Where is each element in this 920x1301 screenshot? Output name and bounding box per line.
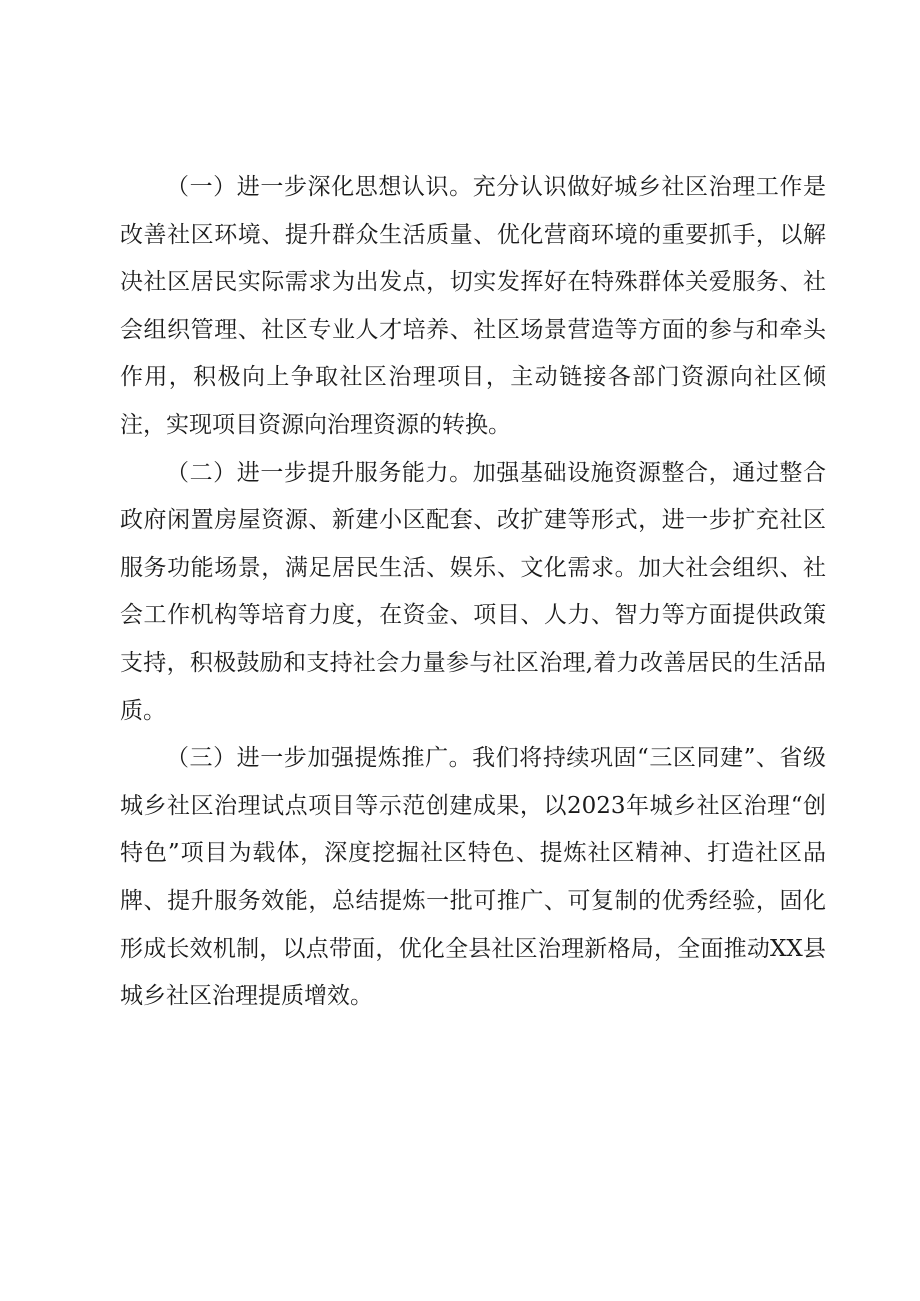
paragraph-promote-experience: （三）进一步加强提炼推广。我们将持续巩固“三区同建”、省级城乡社区治理试点项目等示范创建成果，以2023年城乡社区治理“创特色”项目为载体，深度挖掘社区特色、提炼社区精神、打造社区品牌、提升服务效能，总结提炼一批可推广、可复制的优秀经验，固化形成长效机制，以点带面，优化全县社区治理新格局，全面推动XX县城乡社区治理提质增效。 <box>120 745 826 1010</box>
paragraph-improve-service: （二）进一步提升服务能力。加强基础设施资源整合，通过整合政府闲置房屋资源、新建小区配套、改扩建等形式，进一步扩充社区服务功能场景，满足居民生活、娱乐、文化需求。加大社会组织、社会工作机构等培育力度，在资金、项目、人力、智力等方面提供政策支持，积极鼓励和支持社会力量参与社区治理,着力改善居民的生活品质。 <box>120 459 826 724</box>
paragraph-deepen-understanding: （一）进一步深化思想认识。充分认识做好城乡社区治理工作是改善社区环境、提升群众生活质量、优化营商环境的重要抓手，以解决社区居民实际需求为出发点，切实发挥好在特殊群体关爱服务、社会组织管理、社区专业人才培养、社区场景营造等方面的参与和牵头作用，积极向上争取社区治理项目，主动链接各部门资源向社区倾注，实现项目资源向治理资源的转换。 <box>120 174 826 438</box>
document-body <box>120 164 826 1021</box>
